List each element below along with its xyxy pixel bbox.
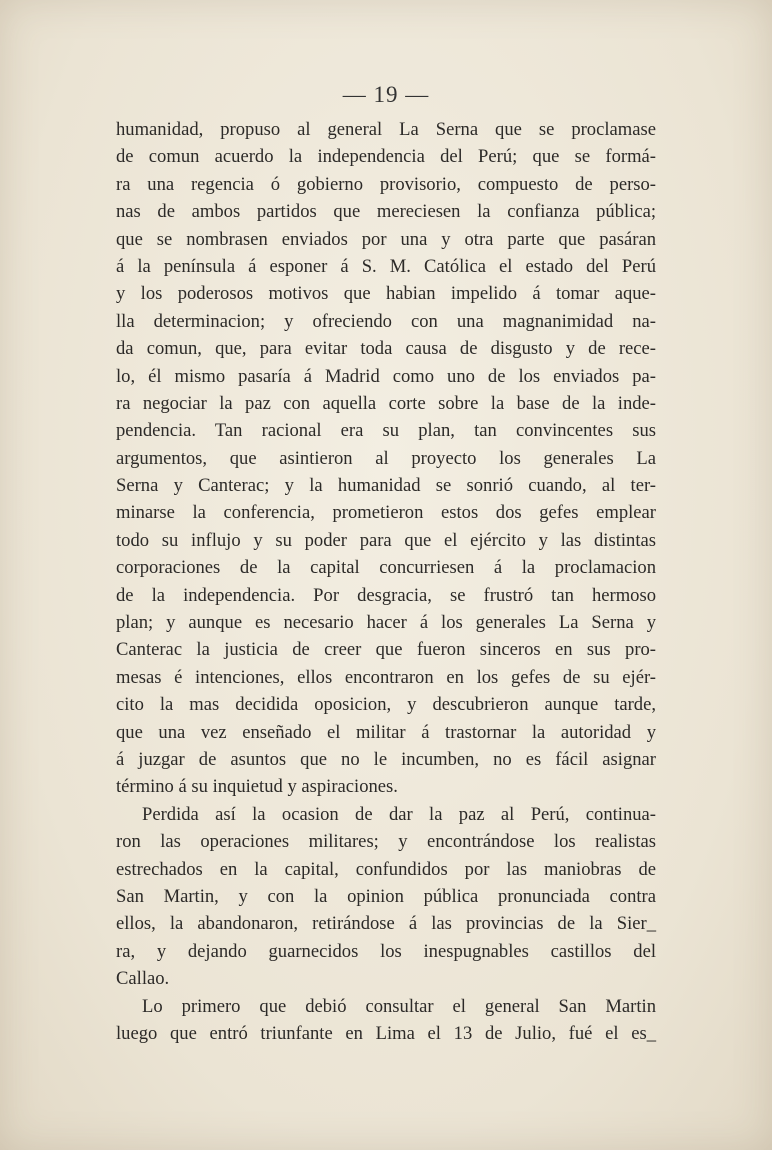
text-line: que se nombrasen enviados por una y otra parte que pasáran bbox=[116, 228, 656, 250]
text-line: de comun acuerdo la independencia del Perú; que se formá- bbox=[116, 146, 656, 168]
text-line: da comun, que, para evitar toda causa de disgusto y de rece- bbox=[116, 338, 656, 360]
text-line: estrechados en la capital, confundidos por las maniobras de bbox=[116, 858, 656, 880]
page-number: — 19 — bbox=[342, 82, 430, 107]
text-line: lla determinacion; y ofreciendo con una magnanimidad na- bbox=[116, 310, 656, 332]
text-line: ron las operaciones militares; y encontrándose los realistas bbox=[116, 831, 656, 853]
text-line: mesas é intenciones, ellos encontraron en los gefes de su ejér- bbox=[116, 666, 656, 688]
text-line: á juzgar de asuntos que no le incumben, no es fácil asignar bbox=[116, 748, 656, 770]
text-line: minarse la conferencia, prometieron estos dos gefes emplear bbox=[116, 502, 656, 524]
text-line: humanidad, propuso al general La Serna que se proclamase bbox=[116, 119, 656, 140]
text-line: de la independencia. Por desgracia, se frustró tan hermoso bbox=[116, 584, 656, 606]
paragraph bbox=[116, 993, 656, 1048]
text-line: ra una regencia ó gobierno provisorio, compuesto de perso- bbox=[116, 173, 656, 195]
text-line: ellos, la abandonaron, retirándose á las provincias de la Sier_ bbox=[116, 913, 656, 935]
text-line: Callao. bbox=[116, 968, 170, 990]
text-line: nas de ambos partidos que mereciesen la confianza pública; bbox=[116, 201, 656, 223]
text-line: lo, él mismo pasaría á Madrid como uno de los enviados pa- bbox=[116, 365, 656, 387]
text-line: ra, y dejando guarnecidos los inespugnables castillos del bbox=[116, 940, 656, 962]
text-line: Serna y Canterac; y la humanidad se sonrió cuando, al ter- bbox=[116, 475, 656, 497]
paragraph bbox=[116, 801, 656, 993]
text-line: y los poderosos motivos que habian impelido á tomar aque- bbox=[116, 283, 656, 305]
text-line: término á su inquietud y aspiraciones. bbox=[116, 776, 398, 798]
text-line: corporaciones de la capital concurriesen á la proclamacion bbox=[116, 557, 656, 579]
text-line: argumentos, que asintieron al proyecto los generales La bbox=[116, 447, 656, 469]
text-line: ra negociar la paz con aquella corte sobre la base de la inde- bbox=[116, 392, 656, 414]
text-line: Canterac la justicia de creer que fueron sinceros en sus pro- bbox=[116, 639, 656, 661]
paragraph bbox=[116, 116, 656, 801]
text-line: pendencia. Tan racional era su plan, tan convincentes sus bbox=[116, 420, 656, 442]
text-line: San Martin, y con la opinion pública pronunciada contra bbox=[116, 885, 656, 907]
text-line: luego que entró triunfante en Lima el 13 de Julio, fué el es_ bbox=[116, 1022, 656, 1044]
text-line: plan; y aunque es necesario hacer á los generales La Serna y bbox=[116, 612, 656, 634]
body-text bbox=[116, 116, 656, 1047]
text-line: Perdida así la ocasion de dar la paz al Perú, continua- bbox=[142, 803, 656, 825]
text-line: á la península á esponer á S. M. Católica el estado del Perú bbox=[116, 255, 656, 277]
text-line: cito la mas decidida oposicion, y descubrieron aunque tarde, bbox=[116, 694, 656, 716]
text-line: todo su influjo y su poder para que el ejército y las distintas bbox=[116, 529, 656, 551]
text-line: Lo primero que debió consultar el general San Martin bbox=[142, 995, 656, 1017]
text-line: que una vez enseñado el militar á trastornar la autoridad y bbox=[116, 721, 656, 743]
